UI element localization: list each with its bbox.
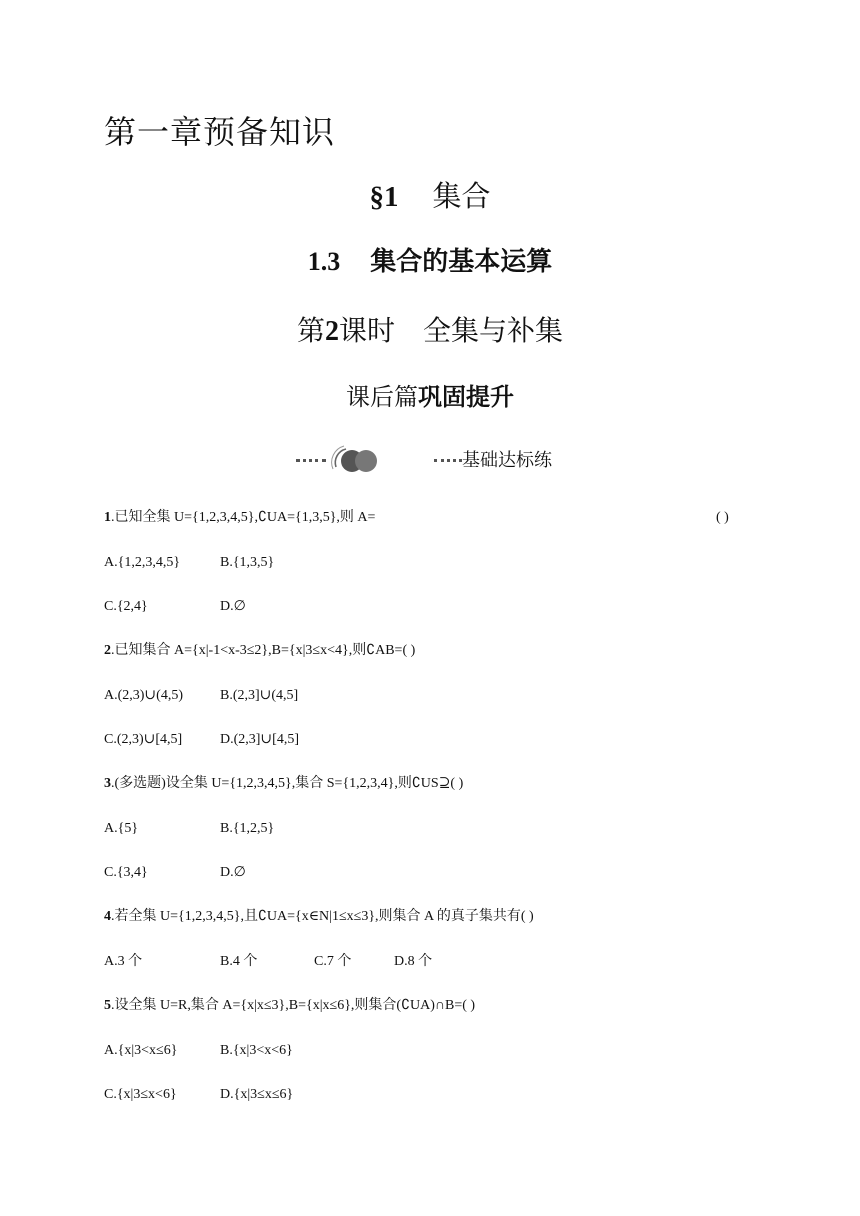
question-number: 4 xyxy=(104,909,111,924)
option-a: A.3 个 xyxy=(104,954,143,969)
answer-blank: ( ) xyxy=(716,510,729,525)
section-title xyxy=(0,176,860,217)
option-b: B.4 个 xyxy=(220,954,258,969)
question-number: 2 xyxy=(104,643,111,658)
question-2 xyxy=(104,641,415,661)
double-circle-icon xyxy=(330,445,382,477)
option-c: C.7 个 xyxy=(314,954,352,969)
section-name: 集合 xyxy=(432,179,491,213)
practice-title xyxy=(0,380,860,414)
option-a: A.{x|3<x≤6} xyxy=(104,1043,178,1058)
question-1 xyxy=(104,508,375,528)
question-5 xyxy=(104,996,475,1016)
option-c: C.(2,3)∪[4,5] xyxy=(104,732,183,747)
question-text: .已知集合 A={x|-1<x-3≤2},B={x|3≤x<4},则∁AB=( ) xyxy=(111,643,416,658)
option-d: D.8 个 xyxy=(394,954,433,969)
lesson-title xyxy=(0,312,860,351)
option-d: D.{x|3≤x≤6} xyxy=(220,1087,294,1102)
option-d: D.(2,3]∪[4,5] xyxy=(220,732,299,747)
practice-emphasis: 巩固提升 xyxy=(418,383,514,411)
option-b: B.{1,3,5} xyxy=(220,555,275,570)
lesson-prefix: 第 xyxy=(296,314,325,347)
option-c: C.{x|3≤x<6} xyxy=(104,1087,177,1102)
option-a: A.{1,2,3,4,5} xyxy=(104,555,181,570)
option-c: C.{3,4} xyxy=(104,865,148,880)
lesson-name: 全集与补集 xyxy=(423,314,564,347)
level-label: 基础达标练 xyxy=(462,450,552,471)
question-text: .(多选题)设全集 U={1,2,3,4,5},集合 S={1,2,3,4},则∁US⊇( ) xyxy=(111,776,464,791)
option-a: A.{5} xyxy=(104,821,139,836)
question-text: .已知全集 U={1,2,3,4,5},∁UA={1,3,5},则 A= xyxy=(111,510,376,525)
dotted-line-right xyxy=(434,459,462,466)
section-number: §1 xyxy=(369,181,399,213)
level-bar xyxy=(296,444,596,478)
question-text: .若全集 U={1,2,3,4,5},且∁UA={x∈N|1≤x≤3},则集合 A 的真子集共有( ) xyxy=(111,909,534,924)
practice-prefix: 课后篇 xyxy=(346,383,418,411)
question-text: .设全集 U=R,集合 A={x|x≤3},B={x|x≤6},则集合(∁UA)∩B=( ) xyxy=(111,998,476,1013)
question-number: 1 xyxy=(104,510,111,525)
option-d: D.∅ xyxy=(220,599,246,614)
subsection-number: 1.3 xyxy=(307,247,341,276)
chapter-title: 第一章预备知识 xyxy=(104,113,336,151)
option-b: B.{1,2,5} xyxy=(220,821,275,836)
lesson-number: 2 xyxy=(324,316,339,347)
dotted-line-left xyxy=(296,459,326,466)
option-b: B.{x|3<x<6} xyxy=(220,1043,293,1058)
question-number: 5 xyxy=(104,998,111,1013)
subsection-name: 集合的基本运算 xyxy=(370,247,553,277)
question-number: 3 xyxy=(104,776,111,791)
question-3 xyxy=(104,774,463,794)
subsection-title xyxy=(0,244,860,280)
question-4 xyxy=(104,907,534,927)
option-b: B.(2,3]∪(4,5] xyxy=(220,688,299,703)
option-d: D.∅ xyxy=(220,865,246,880)
lesson-suffix: 课时 xyxy=(338,314,395,347)
option-c: C.{2,4} xyxy=(104,599,148,614)
option-a: A.(2,3)∪(4,5) xyxy=(104,688,183,703)
